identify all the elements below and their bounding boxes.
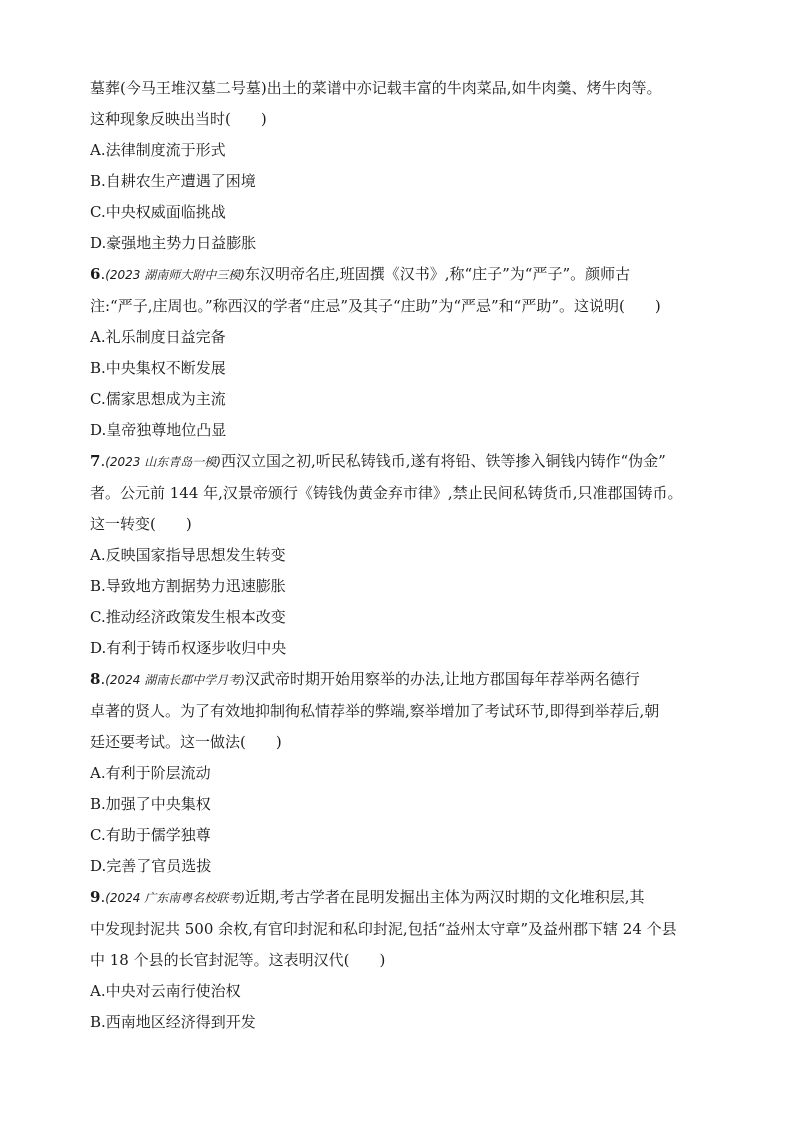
question-6: [90, 264, 718, 440]
option-b: B.导致地方割据势力迅速膨胀: [90, 577, 286, 595]
question-9: [90, 887, 718, 1032]
question-number-dot: .: [100, 452, 106, 470]
question-stem-line: 中 18 个县的长官封泥等。这表明汉代( ): [90, 951, 386, 969]
question-stem-line: 廷还要考试。这一做法( ): [90, 733, 282, 751]
question-stem-line: [90, 264, 718, 285]
question-page: [90, 78, 718, 1043]
option-d: D.有利于铸币权逐步收归中央: [90, 639, 287, 657]
question-number-dot: .: [100, 265, 106, 283]
option-d: D.皇帝独尊地位凸显: [90, 421, 227, 439]
question-number: 7: [90, 452, 101, 470]
option-a: A.礼乐制度日益完备: [90, 328, 226, 346]
option-a: A.中央对云南行使治权: [90, 982, 241, 1000]
question-stem-line: [90, 669, 718, 690]
question-number-dot: .: [100, 670, 106, 688]
question-stem-line: 卓著的贤人。为了有效地抑制徇私情荐举的弊端,察举增加了考试环节,即得到举荐后,朝: [90, 702, 660, 720]
question-stem-text: 东汉明帝名庄,班固撰《汉书》,称“庄子”为“严子”。颜师古: [244, 265, 631, 283]
question-stem-line: 这种现象反映出当时( ): [90, 110, 267, 128]
question-stem-text: 西汉立国之初,听民私铸钱币,遂有将铅、铁等掺入铜钱内铸作“伪金”: [220, 452, 666, 470]
question-stem-line: 这一转变( ): [90, 515, 192, 533]
question-number: 8: [90, 670, 101, 688]
question-5-continued: [90, 78, 718, 253]
question-stem-line: 注:“严子,庄周也。”称西汉的学者“庄忌”及其子“庄助”为“严忌”和“严助”。这说明( ): [90, 297, 661, 315]
question-stem-line: 者。公元前 144 年,汉景帝颁行《铸钱伪黄金弃市律》,禁止民间私铸货币,只准郡国铸币。: [90, 484, 683, 502]
option-b: B.西南地区经济得到开发: [90, 1013, 256, 1031]
option-d: D.完善了官员选拔: [90, 857, 212, 875]
question-stem-line: [90, 451, 718, 472]
question-number-dot: .: [100, 888, 106, 906]
question-stem-line: 墓葬(今马王堆汉墓二号墓)出土的菜谱中亦记载丰富的牛肉菜品,如牛肉羹、烤牛肉等。: [90, 79, 662, 97]
question-stem-line: [90, 887, 718, 908]
question-source: (2024 广东南粤名校联考): [105, 891, 245, 905]
option-c: C.有助于儒学独尊: [90, 826, 211, 844]
option-b: B.自耕农生产遭遇了困境: [90, 172, 256, 190]
question-stem-line: 中发现封泥共 500 余枚,有官印封泥和私印封泥,包括“益州太守章”及益州郡下辖 24 个县: [90, 920, 677, 938]
question-stem-text: 汉武帝时期开始用察举的办法,让地方郡国每年荐举两名德行: [244, 670, 640, 688]
question-7: [90, 451, 718, 658]
option-a: A.反映国家指导思想发生转变: [90, 546, 286, 564]
option-c: C.推动经济政策发生根本改变: [90, 608, 286, 626]
option-b: B.中央集权不断发展: [90, 359, 226, 377]
option-d: D.豪强地主势力日益膨胀: [90, 234, 257, 252]
question-source: (2023 山东青岛一模): [105, 455, 221, 469]
question-stem-text: 近期,考古学者在昆明发掘出主体为两汉时期的文化堆积层,其: [244, 888, 645, 906]
option-c: C.中央权威面临挑战: [90, 203, 226, 221]
option-a: A.有利于阶层流动: [90, 764, 211, 782]
question-number: 6: [90, 265, 101, 283]
question-source: (2023 湖南师大附中三模): [105, 268, 245, 282]
question-8: [90, 669, 718, 876]
option-c: C.儒家思想成为主流: [90, 390, 226, 408]
question-number: 9: [90, 888, 101, 906]
option-b: B.加强了中央集权: [90, 795, 211, 813]
question-source: (2024 湖南长郡中学月考): [105, 673, 245, 687]
option-a: A.法律制度流于形式: [90, 141, 226, 159]
